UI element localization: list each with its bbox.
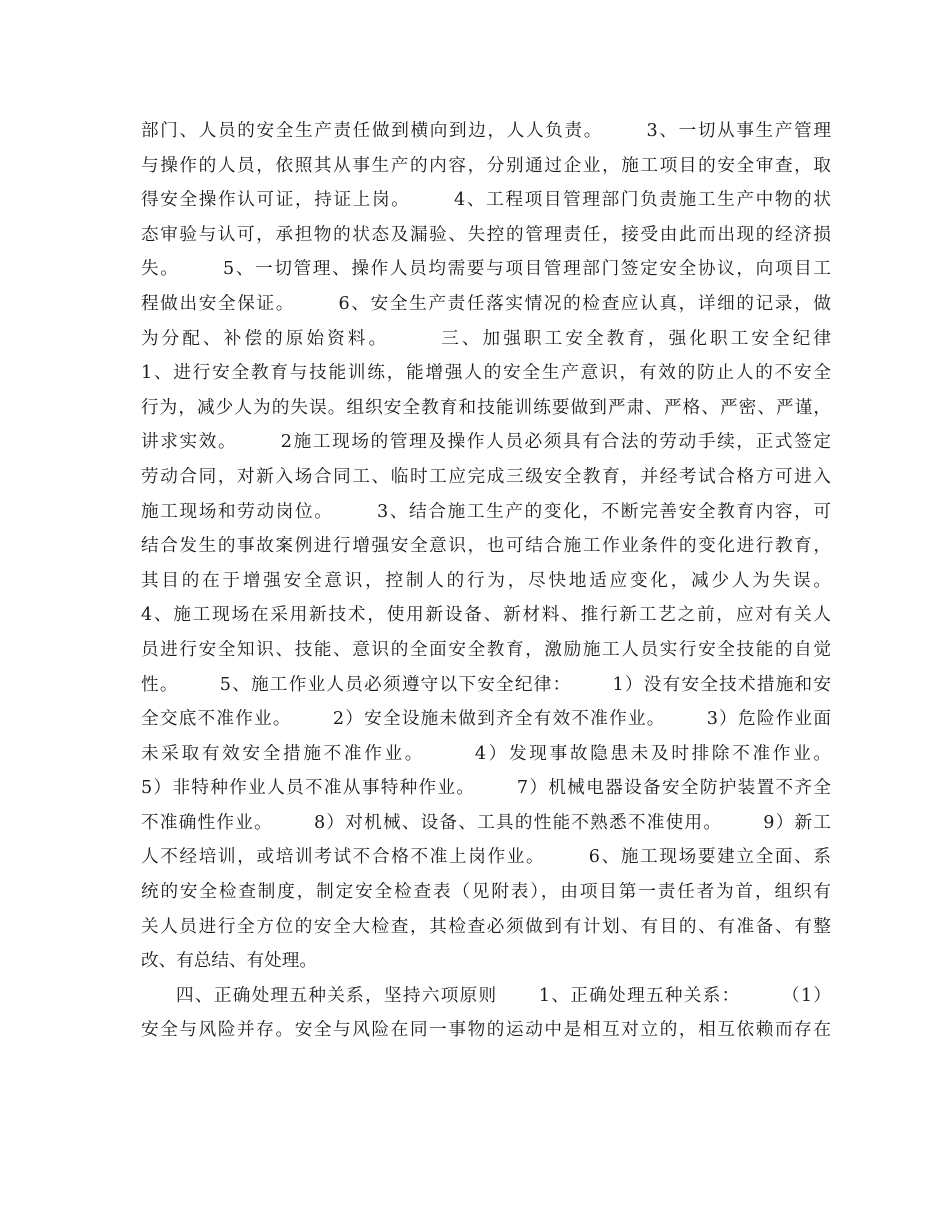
text-line: 改、有总结、有处理。: [141, 951, 317, 972]
text-line: 不准确性作业。 8）对机械、设备、工具的性能不熟悉不准使用。 9）新工: [141, 812, 831, 833]
text-line: 与操作的人员，依照其从事生产的内容，分别通过企业，施工项目的安全审查，取: [141, 155, 831, 176]
text-line: 得安全操作认可证，持证上岗。 4、工程项目管理部门负责施工生产中物的状: [141, 190, 831, 211]
text-line: 劳动合同，对新入场合同工、临时工应完成三级安全教育，并经考试合格方可进入: [141, 466, 831, 487]
text-line: 性。 5、施工作业人员必须遵守以下安全纪律： 1）没有安全技术措施和安: [141, 674, 831, 695]
text-line: 失。 5、一切管理、操作人员均需要与项目管理部门签定安全协议，向项目工: [141, 259, 831, 280]
text-line: 安全与风险并存。安全与风险在同一事物的运动中是相互对立的，相互依赖而存在: [141, 1020, 831, 1041]
text-line: 态审验与认可，承担物的状态及漏验、失控的管理责任，接受由此而出现的经济损: [141, 224, 831, 245]
text-line: 4、施工现场在采用新技术，使用新设备、新材料、推行新工艺之前，应对有关人: [141, 605, 831, 626]
text-line: 关人员进行全方位的安全大检查，其检查必须做到有计划、有目的、有准备、有整: [141, 916, 831, 937]
text-line: 5）非特种作业人员不准从事特种作业。 7）机械电器设备安全防护装置不齐全: [141, 778, 831, 799]
text-line: 未采取有效安全措施不准作业。 4）发现事故隐患未及时排除不准作业。: [141, 743, 831, 764]
text-line: 部门、人员的安全生产责任做到横向到边，人人负责。 3、一切从事生产管理: [141, 121, 831, 141]
text-line: 员进行安全知识、技能、意识的全面安全教育，激励施工人员实行安全技能的自觉: [141, 639, 831, 660]
text-line: 行为，减少人为的失误。组织安全教育和技能训练要做到严肃、严格、严密、严谨，: [141, 397, 831, 418]
text-line: 统的安全检查制度，制定安全检查表（见附表），由项目第一责任者为首，组织有: [141, 882, 831, 903]
text-line: 为分配、补偿的原始资料。 三、加强职工安全教育，强化职工安全纪律: [141, 328, 831, 349]
text-line: 人不经培训，或培训考试不合格不准上岗作业。 6、施工现场要建立全面、系: [141, 847, 831, 868]
text-line: 四、正确处理五种关系，坚持六项原则 1、正确处理五种关系： （1）: [176, 985, 831, 1006]
body-text: [141, 114, 831, 1048]
text-line: 全交底不准作业。 2）安全设施未做到齐全有效不准作业。 3）危险作业面: [141, 709, 831, 730]
text-line: 程做出安全保证。 6、安全生产责任落实情况的检查应认真，详细的记录，做: [141, 293, 831, 314]
text-line: 1、进行安全教育与技能训练，能增强人的安全生产意识，有效的防止人的不安全: [141, 363, 831, 384]
text-line: 结合发生的事故案例进行增强安全意识，也可结合施工作业条件的变化进行教育，: [141, 536, 831, 557]
text-line: 讲求实效。 2施工现场的管理及操作人员必须具有合法的劳动手续，正式签定: [141, 432, 831, 453]
text-line: 施工现场和劳动岗位。 3、结合施工生产的变化，不断完善安全教育内容，可: [141, 501, 831, 522]
text-line: 其目的在于增强安全意识，控制人的行为，尽快地适应变化，减少人为失误。: [141, 570, 831, 591]
